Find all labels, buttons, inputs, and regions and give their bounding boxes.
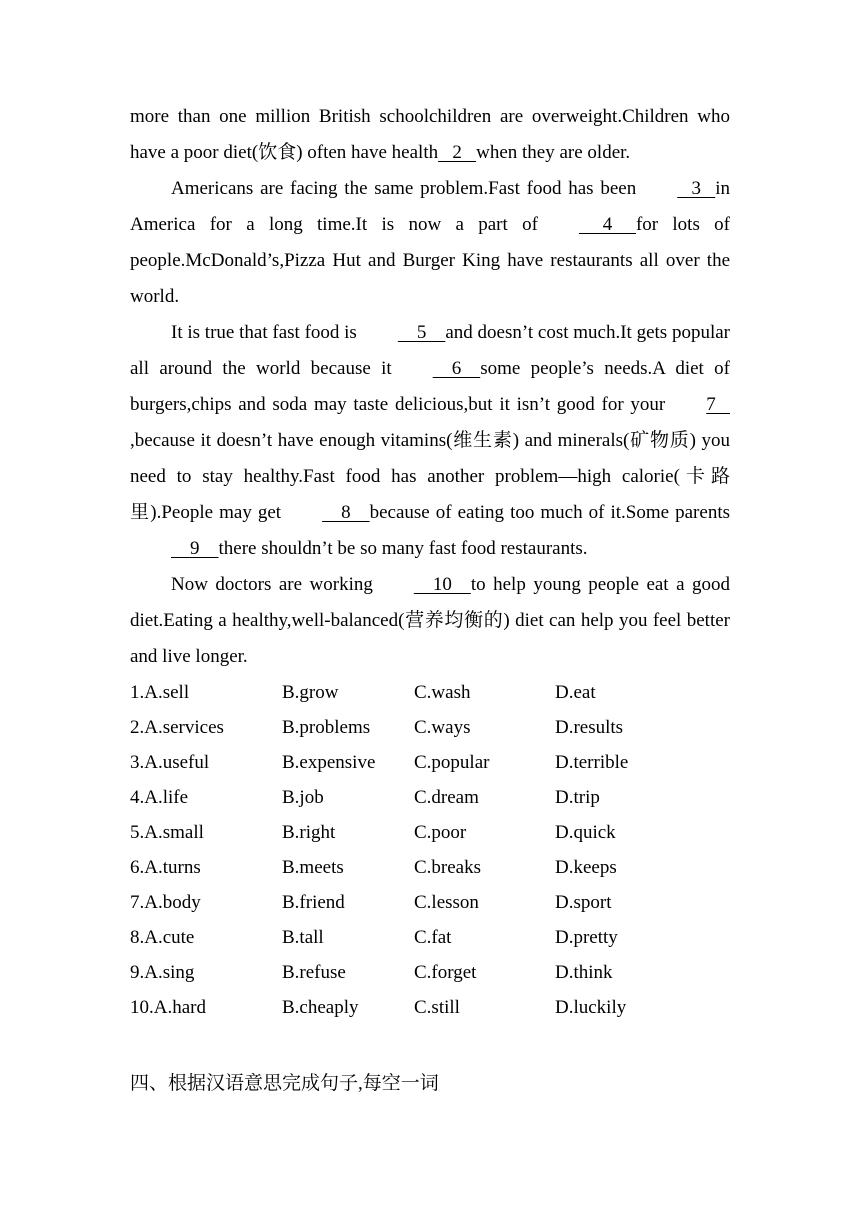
answer-options [130, 675, 730, 1025]
option-b: B.grow [282, 682, 339, 703]
option-row [130, 745, 730, 780]
option-c: C.lesson [414, 892, 479, 913]
option-a: 6.A.turns [130, 857, 201, 878]
option-c: C.poor [414, 822, 467, 843]
option-d: D.terrible [555, 752, 629, 773]
option-d: D.quick [555, 822, 616, 843]
blank-9: 9 [171, 538, 219, 559]
blank-3: 3 [677, 178, 716, 199]
p1-text-1: more than one million British schoolchildren are overweight.Children who have a poor diet(饮食) often have health [130, 106, 730, 163]
option-b: B.tall [282, 927, 324, 948]
p4-text-2: to help young people eat a good diet.Eating a healthy,well-balanced(营养均衡的) diet can help you feel better and live longer. [130, 574, 730, 667]
option-d: D.luckily [555, 997, 627, 1018]
blank-4: 4 [578, 214, 636, 235]
option-d: D.eat [555, 682, 596, 703]
option-b: B.job [282, 787, 324, 808]
blank-6: 6 [432, 358, 481, 379]
option-row [130, 920, 730, 955]
blank-7: 7 [706, 394, 730, 415]
option-a: 5.A.small [130, 822, 204, 843]
option-row [130, 675, 730, 710]
option-d: D.trip [555, 787, 600, 808]
option-a: 1.A.sell [130, 682, 190, 703]
passage-paragraph-1 [130, 99, 730, 171]
p3-text-2: and doesn’t cost much.It gets popular all around the world because it [130, 322, 730, 379]
option-row [130, 990, 730, 1025]
p4-text-1: Now doctors are working [171, 574, 373, 595]
option-row [130, 815, 730, 850]
option-a: 8.A.cute [130, 927, 195, 948]
option-a: 2.A.services [130, 717, 224, 738]
option-c: C.popular [414, 752, 490, 773]
option-c: C.breaks [414, 857, 482, 878]
blank-10: 10 [413, 574, 471, 595]
p2-text-2: in America for a long time.It is now a part of [130, 178, 730, 235]
section-title: 四、根据汉语意思完成句子,每空一词 [130, 1073, 439, 1094]
option-d: D.results [555, 717, 624, 738]
passage-paragraph-2 [130, 171, 730, 315]
option-d: D.sport [555, 892, 612, 913]
option-row [130, 780, 730, 815]
p3-text-3: some people’s needs.A diet of burgers,chips and soda may taste delicious,but it isn’t good for your [130, 358, 730, 415]
option-row [130, 850, 730, 885]
option-b: B.friend [282, 892, 345, 913]
option-c: C.dream [414, 787, 479, 808]
option-d: D.think [555, 962, 613, 983]
passage-paragraph-4 [130, 567, 730, 675]
p2-text-3: for lots of people.McDonald’s,Pizza Hut and Burger King have restaurants all over the world. [130, 214, 731, 307]
passage-paragraph-3 [130, 315, 730, 567]
option-c: C.still [414, 997, 460, 1018]
document-page [130, 99, 730, 1025]
option-a: 4.A.life [130, 787, 189, 808]
option-row [130, 710, 730, 745]
blank-2: 2 [438, 142, 477, 163]
option-c: C.fat [414, 927, 452, 948]
option-c: C.forget [414, 962, 477, 983]
option-a: 9.A.sing [130, 962, 195, 983]
p2-text-1: Americans are facing the same problem.Fast food has been [171, 178, 637, 199]
option-row [130, 885, 730, 920]
blank-8: 8 [322, 502, 370, 523]
option-a: 7.A.body [130, 892, 201, 913]
p1-text-2: when they are older. [476, 142, 631, 163]
option-d: D.keeps [555, 857, 617, 878]
option-c: C.wash [414, 682, 471, 703]
blank-5: 5 [397, 322, 446, 343]
option-d: D.pretty [555, 927, 618, 948]
option-b: B.cheaply [282, 997, 359, 1018]
option-a: 10.A.hard [130, 997, 206, 1018]
p3-text-5: because of eating too much of it.Some parents [369, 502, 730, 523]
option-a: 3.A.useful [130, 752, 210, 773]
option-row [130, 955, 730, 990]
option-b: B.refuse [282, 962, 346, 983]
option-b: B.right [282, 822, 336, 843]
p3-text-1: It is true that fast food is [171, 322, 357, 343]
p3-text-6: there shouldn’t be so many fast food restaurants. [218, 538, 588, 559]
option-c: C.ways [414, 717, 471, 738]
p3-text-4: ,because it doesn’t have enough vitamins(维生素) and minerals(矿物质) you need to stay healthy.Fast food has another problem—high calorie(卡路里).People may get [130, 430, 730, 523]
option-b: B.problems [282, 717, 371, 738]
option-b: B.meets [282, 857, 344, 878]
option-b: B.expensive [282, 752, 376, 773]
